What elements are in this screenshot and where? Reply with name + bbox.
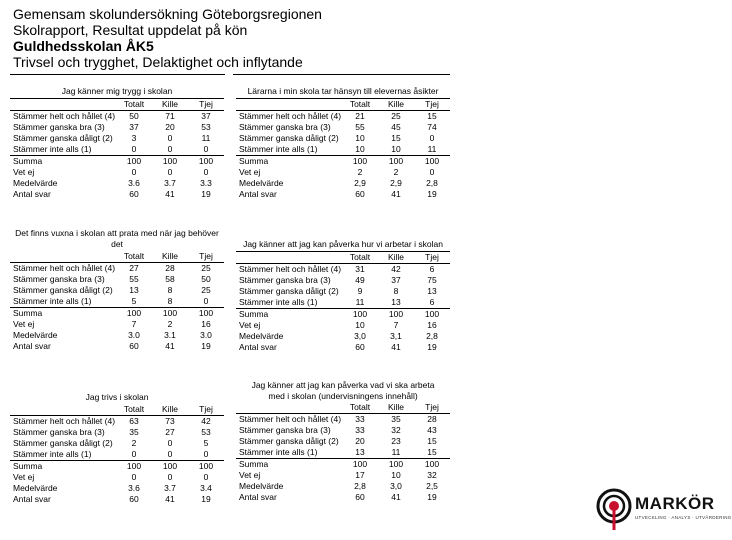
cell-total: 3.6 bbox=[128, 178, 140, 188]
row-label: Summa bbox=[10, 308, 116, 320]
row-label: Stämmer helt och hållet (4) bbox=[239, 111, 342, 121]
table-question: Lärarna i min skola tar hänsyn till elevernas åsikter bbox=[236, 86, 450, 99]
row-label: Antal svar bbox=[13, 494, 51, 504]
cell-girl: 19 bbox=[427, 189, 437, 199]
cell-girl: 15 bbox=[427, 111, 437, 121]
markor-logo bbox=[596, 488, 732, 532]
cell-girl: 0 bbox=[203, 472, 209, 482]
cell-girl: 3.3 bbox=[200, 178, 212, 188]
row-label: Medelvärde bbox=[239, 481, 284, 491]
col-header-girl: Tjej bbox=[188, 404, 224, 416]
cell-total: 63 bbox=[129, 416, 139, 426]
cell-girl: 0 bbox=[203, 167, 209, 177]
cell-boy: 100 bbox=[152, 461, 188, 473]
row-label: Stämmer ganska dåligt (2) bbox=[239, 286, 339, 296]
cell-girl: 6 bbox=[429, 264, 435, 274]
table-larare-tar-hansyn bbox=[236, 86, 450, 200]
row-label: Antal svar bbox=[13, 341, 51, 351]
row-label: Medelvärde bbox=[239, 178, 284, 188]
cell-boy: 37 bbox=[391, 275, 401, 285]
col-header-girl: Tjej bbox=[414, 99, 450, 111]
cell-total: 2 bbox=[357, 167, 363, 177]
row-label: Stämmer ganska bra (3) bbox=[13, 427, 105, 437]
cell-total: 50 bbox=[129, 111, 139, 121]
row-label: Stämmer helt och hållet (4) bbox=[13, 263, 116, 273]
table-row bbox=[236, 275, 450, 286]
cell-girl: 15 bbox=[427, 447, 437, 457]
cell-boy: 0 bbox=[167, 472, 173, 482]
col-header-boy: Kille bbox=[152, 404, 188, 416]
cell-total: 7 bbox=[131, 319, 137, 329]
col-header-girl: Tjej bbox=[188, 251, 224, 263]
row-label: Stämmer ganska bra (3) bbox=[13, 122, 105, 132]
cell-total: 60 bbox=[129, 341, 139, 351]
cell-girl: 3.0 bbox=[200, 330, 212, 340]
table-row bbox=[236, 178, 450, 189]
cell-boy: 41 bbox=[165, 341, 175, 351]
cell-total: 100 bbox=[116, 156, 152, 168]
cell-boy: 32 bbox=[391, 425, 401, 435]
row-label: Antal svar bbox=[239, 189, 277, 199]
cell-boy: 0 bbox=[167, 449, 173, 459]
col-header-total: Totalt bbox=[342, 402, 378, 414]
cell-total: 2,8 bbox=[354, 481, 366, 491]
cell-girl: 19 bbox=[201, 189, 211, 199]
table-row bbox=[10, 438, 224, 449]
cell-total: 5 bbox=[131, 296, 137, 306]
cell-girl: 2,8 bbox=[426, 178, 438, 188]
cell-girl: 19 bbox=[201, 494, 211, 504]
cell-total: 3,0 bbox=[354, 331, 366, 341]
row-label: Stämmer inte alls (1) bbox=[13, 144, 92, 154]
row-label: Stämmer ganska dåligt (2) bbox=[13, 133, 113, 143]
cell-total: 27 bbox=[129, 263, 139, 273]
cell-boy: 8 bbox=[167, 296, 173, 306]
cell-total: 3 bbox=[131, 133, 137, 143]
cell-total: 10 bbox=[355, 144, 365, 154]
col-header-boy: Kille bbox=[378, 99, 414, 111]
row-label: Stämmer inte alls (1) bbox=[13, 296, 92, 306]
cell-boy: 3.7 bbox=[164, 178, 176, 188]
cell-girl: 25 bbox=[201, 263, 211, 273]
table-row bbox=[10, 167, 224, 178]
col-header-total: Totalt bbox=[342, 99, 378, 111]
row-label: Medelvärde bbox=[13, 178, 58, 188]
cell-boy: 0 bbox=[167, 144, 173, 154]
cell-boy: 100 bbox=[152, 308, 188, 320]
table-row bbox=[236, 320, 450, 331]
cell-boy: 71 bbox=[165, 111, 175, 121]
cell-girl: 0 bbox=[429, 133, 435, 143]
table-row bbox=[10, 263, 224, 275]
table-row bbox=[10, 341, 224, 352]
cell-total: 17 bbox=[355, 470, 365, 480]
cell-boy: 15 bbox=[391, 133, 401, 143]
table-row bbox=[10, 144, 224, 156]
cell-total: 13 bbox=[355, 447, 365, 457]
cell-girl: 100 bbox=[414, 459, 450, 471]
col-header-total: Totalt bbox=[116, 404, 152, 416]
row-label: Stämmer ganska bra (3) bbox=[239, 425, 331, 435]
logo-tagline: UTVECKLING · ANALYS · UTVÄRDERING bbox=[635, 515, 732, 520]
cell-boy: 41 bbox=[391, 492, 401, 502]
cell-girl: 2,5 bbox=[426, 481, 438, 491]
table-row bbox=[236, 111, 450, 123]
cell-girl: 75 bbox=[427, 275, 437, 285]
logo-brand: MARKÖR bbox=[635, 494, 715, 513]
cell-total: 49 bbox=[355, 275, 365, 285]
col-header-boy: Kille bbox=[152, 99, 188, 111]
table-question: Jag känner att jag kan påverka vad vi ska arbeta med i skolan (undervisningens innehåll) bbox=[251, 380, 435, 401]
cell-boy: 100 bbox=[152, 156, 188, 168]
table-row bbox=[10, 449, 224, 461]
row-label: Vet ej bbox=[239, 167, 261, 177]
cell-boy: 27 bbox=[165, 427, 175, 437]
cell-total: 100 bbox=[116, 308, 152, 320]
table-row bbox=[236, 331, 450, 342]
cell-total: 55 bbox=[129, 274, 139, 284]
cell-total: 33 bbox=[355, 425, 365, 435]
cell-boy: 0 bbox=[167, 133, 173, 143]
cell-total: 60 bbox=[355, 492, 365, 502]
row-label: Stämmer inte alls (1) bbox=[13, 449, 92, 459]
table-row bbox=[10, 285, 224, 296]
cell-total: 9 bbox=[357, 286, 363, 296]
cell-total: 0 bbox=[131, 167, 137, 177]
cell-girl: 50 bbox=[201, 274, 211, 284]
cell-total: 35 bbox=[129, 427, 139, 437]
cell-boy: 41 bbox=[165, 189, 175, 199]
row-label: Summa bbox=[236, 309, 342, 321]
cell-boy: 41 bbox=[165, 494, 175, 504]
row-label: Medelvärde bbox=[13, 483, 58, 493]
table-row bbox=[10, 472, 224, 483]
logo-pin-stem bbox=[613, 506, 616, 530]
target-pin-icon bbox=[596, 488, 632, 532]
table-row bbox=[10, 461, 224, 473]
cell-girl: 100 bbox=[188, 156, 224, 168]
cell-total: 100 bbox=[116, 461, 152, 473]
cell-total: 100 bbox=[342, 309, 378, 321]
cell-girl: 0 bbox=[203, 449, 209, 459]
cell-boy: 100 bbox=[378, 156, 414, 168]
cell-total: 55 bbox=[355, 122, 365, 132]
table-question: Jag känner mig trygg i skolan bbox=[10, 86, 224, 99]
cell-total: 0 bbox=[131, 472, 137, 482]
table-row bbox=[236, 122, 450, 133]
table-question: Jag känner att jag kan påverka hur vi arbetar i skolan bbox=[236, 239, 450, 252]
table-row bbox=[236, 447, 450, 459]
cell-boy: 25 bbox=[391, 111, 401, 121]
col-header-girl: Tjej bbox=[414, 252, 450, 264]
table-row bbox=[236, 342, 450, 353]
table-row bbox=[236, 189, 450, 200]
table-row bbox=[10, 427, 224, 438]
row-label: Stämmer ganska bra (3) bbox=[239, 275, 331, 285]
cell-boy: 20 bbox=[165, 122, 175, 132]
table-row bbox=[10, 156, 224, 168]
row-label: Vet ej bbox=[13, 167, 35, 177]
cell-girl: 5 bbox=[203, 438, 209, 448]
row-label: Stämmer ganska bra (3) bbox=[13, 274, 105, 284]
report-subtitle: Skolrapport, Resultat uppdelat på kön bbox=[13, 22, 248, 38]
row-label: Stämmer helt och hållet (4) bbox=[239, 414, 342, 424]
table-row bbox=[10, 122, 224, 133]
cell-total: 21 bbox=[355, 111, 365, 121]
report-topic: Trivsel och trygghet, Delaktighet och inflytande bbox=[13, 54, 303, 70]
cell-total: 60 bbox=[129, 494, 139, 504]
cell-girl: 0 bbox=[429, 167, 435, 177]
cell-girl: 16 bbox=[201, 319, 211, 329]
row-label: Antal svar bbox=[239, 492, 277, 502]
col-header-girl: Tjej bbox=[414, 402, 450, 414]
table-trygg-i-skolan bbox=[10, 86, 224, 200]
cell-total: 13 bbox=[129, 285, 139, 295]
report-title: Gemensam skolundersökning Göteborgsregionen bbox=[13, 6, 322, 22]
row-label: Medelvärde bbox=[239, 331, 284, 341]
cell-boy: 0 bbox=[167, 438, 173, 448]
row-label: Antal svar bbox=[239, 342, 277, 352]
row-label: Stämmer helt och hållet (4) bbox=[13, 416, 116, 426]
row-label: Stämmer inte alls (1) bbox=[239, 447, 318, 457]
table-row bbox=[236, 459, 450, 471]
col-header-boy: Kille bbox=[378, 402, 414, 414]
cell-girl: 53 bbox=[201, 427, 211, 437]
cell-boy: 41 bbox=[391, 342, 401, 352]
table-row bbox=[236, 144, 450, 156]
cell-total: 31 bbox=[355, 264, 365, 274]
row-label: Stämmer ganska dåligt (2) bbox=[13, 285, 113, 295]
cell-boy: 11 bbox=[391, 447, 401, 457]
row-label: Summa bbox=[236, 459, 342, 471]
cell-total: 100 bbox=[342, 156, 378, 168]
cell-girl: 3.4 bbox=[200, 483, 212, 493]
cell-total: 2,9 bbox=[354, 178, 366, 188]
cell-girl: 100 bbox=[188, 461, 224, 473]
table-row bbox=[236, 297, 450, 309]
table-row bbox=[10, 319, 224, 330]
cell-boy: 2,9 bbox=[390, 178, 402, 188]
cell-girl: 100 bbox=[188, 308, 224, 320]
table-paverka-innehall bbox=[236, 380, 450, 503]
cell-girl: 16 bbox=[427, 320, 437, 330]
cell-girl: 6 bbox=[429, 297, 435, 307]
cell-total: 0 bbox=[131, 144, 137, 154]
cell-boy: 3.1 bbox=[164, 330, 176, 340]
cell-total: 10 bbox=[355, 320, 365, 330]
cell-total: 3.6 bbox=[128, 483, 140, 493]
cell-boy: 42 bbox=[391, 264, 401, 274]
table-question: Jag trivs i skolan bbox=[85, 392, 149, 402]
row-label: Stämmer inte alls (1) bbox=[239, 144, 318, 154]
table-row bbox=[10, 330, 224, 341]
cell-girl: 28 bbox=[427, 414, 437, 424]
cell-total: 0 bbox=[131, 449, 137, 459]
cell-boy: 28 bbox=[165, 263, 175, 273]
cell-girl: 32 bbox=[427, 470, 437, 480]
cell-total: 3.0 bbox=[128, 330, 140, 340]
col-header-total: Totalt bbox=[342, 252, 378, 264]
cell-boy: 2 bbox=[167, 319, 173, 329]
cell-boy: 8 bbox=[393, 286, 399, 296]
table-row bbox=[236, 286, 450, 297]
cell-boy: 23 bbox=[391, 436, 401, 446]
cell-boy: 41 bbox=[391, 189, 401, 199]
cell-girl: 25 bbox=[201, 285, 211, 295]
table-row bbox=[236, 425, 450, 436]
table-row bbox=[236, 167, 450, 178]
table-row bbox=[10, 308, 224, 320]
col-header-boy: Kille bbox=[152, 251, 188, 263]
row-label: Vet ej bbox=[13, 472, 35, 482]
row-label: Vet ej bbox=[239, 320, 261, 330]
table-row bbox=[10, 416, 224, 428]
row-label: Stämmer ganska bra (3) bbox=[239, 122, 331, 132]
row-label: Vet ej bbox=[13, 319, 35, 329]
cell-boy: 2 bbox=[393, 167, 399, 177]
table-row bbox=[236, 470, 450, 481]
cell-girl: 42 bbox=[201, 416, 211, 426]
cell-boy: 58 bbox=[165, 274, 175, 284]
cell-boy: 3,0 bbox=[390, 481, 402, 491]
cell-total: 60 bbox=[355, 189, 365, 199]
row-label: Summa bbox=[10, 156, 116, 168]
row-label: Stämmer ganska dåligt (2) bbox=[13, 438, 113, 448]
cell-girl: 43 bbox=[427, 425, 437, 435]
col-header-boy: Kille bbox=[378, 252, 414, 264]
cell-girl: 0 bbox=[203, 296, 209, 306]
cell-boy: 7 bbox=[393, 320, 399, 330]
table-paverka-hur-vi-arbetar bbox=[236, 239, 450, 353]
cell-girl: 2,8 bbox=[426, 331, 438, 341]
cell-boy: 35 bbox=[391, 414, 401, 424]
report-header bbox=[13, 6, 322, 70]
table-row bbox=[236, 436, 450, 447]
cell-girl: 15 bbox=[427, 436, 437, 446]
table-row bbox=[10, 296, 224, 308]
table-row bbox=[236, 264, 450, 276]
cell-girl: 11 bbox=[201, 133, 211, 143]
cell-girl: 19 bbox=[427, 342, 437, 352]
cell-boy: 10 bbox=[391, 470, 401, 480]
row-label: Vet ej bbox=[239, 470, 261, 480]
col-header-girl: Tjej bbox=[188, 99, 224, 111]
cell-girl: 19 bbox=[427, 492, 437, 502]
cell-girl: 53 bbox=[201, 122, 211, 132]
table-row bbox=[10, 111, 224, 123]
cell-girl: 100 bbox=[414, 156, 450, 168]
cell-total: 2 bbox=[131, 438, 137, 448]
table-row bbox=[236, 414, 450, 426]
table-row bbox=[236, 133, 450, 144]
row-label: Antal svar bbox=[13, 189, 51, 199]
cell-total: 10 bbox=[355, 133, 365, 143]
cell-total: 11 bbox=[355, 297, 365, 307]
row-label: Stämmer helt och hållet (4) bbox=[13, 111, 116, 121]
row-label: Stämmer ganska dåligt (2) bbox=[239, 133, 339, 143]
cell-girl: 37 bbox=[201, 111, 211, 121]
table-row bbox=[10, 274, 224, 285]
table-row bbox=[10, 483, 224, 494]
col-header-total: Totalt bbox=[116, 99, 152, 111]
table-vuxna-att-prata-med bbox=[10, 228, 224, 352]
col-header-total: Totalt bbox=[116, 251, 152, 263]
cell-girl: 0 bbox=[203, 144, 209, 154]
cell-girl: 74 bbox=[427, 122, 437, 132]
table-row bbox=[10, 189, 224, 200]
cell-total: 100 bbox=[342, 459, 378, 471]
cell-boy: 3.7 bbox=[164, 483, 176, 493]
table-row bbox=[10, 133, 224, 144]
cell-girl: 11 bbox=[427, 144, 437, 154]
cell-total: 60 bbox=[129, 189, 139, 199]
cell-girl: 19 bbox=[201, 341, 211, 351]
cell-total: 37 bbox=[129, 122, 139, 132]
cell-boy: 100 bbox=[378, 309, 414, 321]
cell-boy: 45 bbox=[391, 122, 401, 132]
table-trivs-i-skolan bbox=[10, 392, 224, 505]
cell-girl: 100 bbox=[414, 309, 450, 321]
cell-total: 33 bbox=[355, 414, 365, 424]
table-question: Det finns vuxna i skolan att prata med när jag behöver det bbox=[15, 228, 219, 249]
cell-boy: 3,1 bbox=[390, 331, 402, 341]
table-row bbox=[10, 178, 224, 189]
cell-total: 20 bbox=[355, 436, 365, 446]
cell-boy: 0 bbox=[167, 167, 173, 177]
table-row bbox=[236, 492, 450, 503]
cell-total: 60 bbox=[355, 342, 365, 352]
table-row bbox=[10, 494, 224, 505]
cell-boy: 8 bbox=[167, 285, 173, 295]
cell-boy: 73 bbox=[165, 416, 175, 426]
table-row bbox=[236, 309, 450, 321]
table-row bbox=[236, 481, 450, 492]
row-label: Stämmer inte alls (1) bbox=[239, 297, 318, 307]
cell-boy: 13 bbox=[391, 297, 401, 307]
row-label: Medelvärde bbox=[13, 330, 58, 340]
cell-girl: 13 bbox=[427, 286, 437, 296]
header-rule-left bbox=[10, 74, 225, 75]
school-name: Guldhedsskolan ÅK5 bbox=[13, 38, 154, 54]
table-row bbox=[236, 156, 450, 168]
header-rule-right bbox=[233, 74, 450, 75]
row-label: Summa bbox=[10, 461, 116, 473]
row-label: Stämmer helt och hållet (4) bbox=[239, 264, 342, 274]
row-label: Summa bbox=[236, 156, 342, 168]
cell-boy: 100 bbox=[378, 459, 414, 471]
cell-boy: 10 bbox=[391, 144, 401, 154]
row-label: Stämmer ganska dåligt (2) bbox=[239, 436, 339, 446]
